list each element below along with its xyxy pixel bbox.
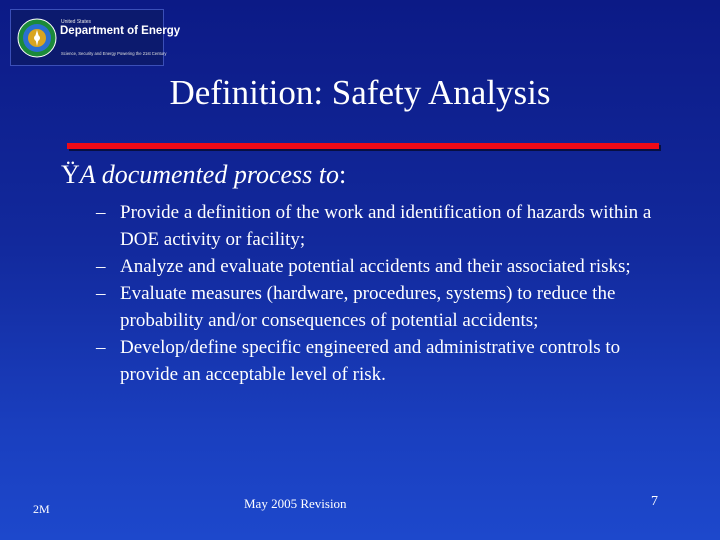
list-item-text: Analyze and evaluate potential accidents and their associated risks; (120, 256, 631, 277)
page-number: 7 (651, 494, 658, 509)
logo-tagline: Science, Security and Energy Powering the 21st Century (61, 51, 167, 56)
dash-marker: – (96, 283, 106, 304)
list-item (96, 334, 676, 388)
list-item (96, 253, 676, 280)
logo-org-name: Department of Energy (60, 25, 181, 37)
list-item (96, 280, 676, 334)
lead-colon: : (339, 160, 347, 189)
doe-logo (10, 9, 181, 66)
sub-bullet-list (96, 199, 676, 388)
dash-marker: – (96, 202, 106, 223)
dash-marker: – (96, 256, 106, 277)
list-item (96, 199, 676, 253)
slide-title: Definition: Safety Analysis (169, 73, 551, 112)
dash-marker: – (96, 337, 106, 358)
list-item-text: Develop/define specific engineered and administrative controls to provide an acceptable level of risk. (120, 337, 621, 385)
list-item-text: Evaluate measures (hardware, procedures, systems) to reduce the probability and/or consequences of potential accidents; (120, 283, 616, 331)
lead-bullet-line (61, 160, 346, 190)
logo-country-text: United States (61, 19, 92, 25)
footer-revision: May 2005 Revision (244, 496, 347, 511)
lead-text: A documented process to (79, 160, 340, 189)
bullet-glyph: Ÿ (61, 160, 80, 189)
title-divider (67, 143, 659, 149)
footer-code: 2M (33, 502, 50, 516)
list-item-text: Provide a definition of the work and identification of hazards within a DOE activity or facility; (120, 202, 652, 250)
doe-seal-icon (17, 18, 57, 58)
